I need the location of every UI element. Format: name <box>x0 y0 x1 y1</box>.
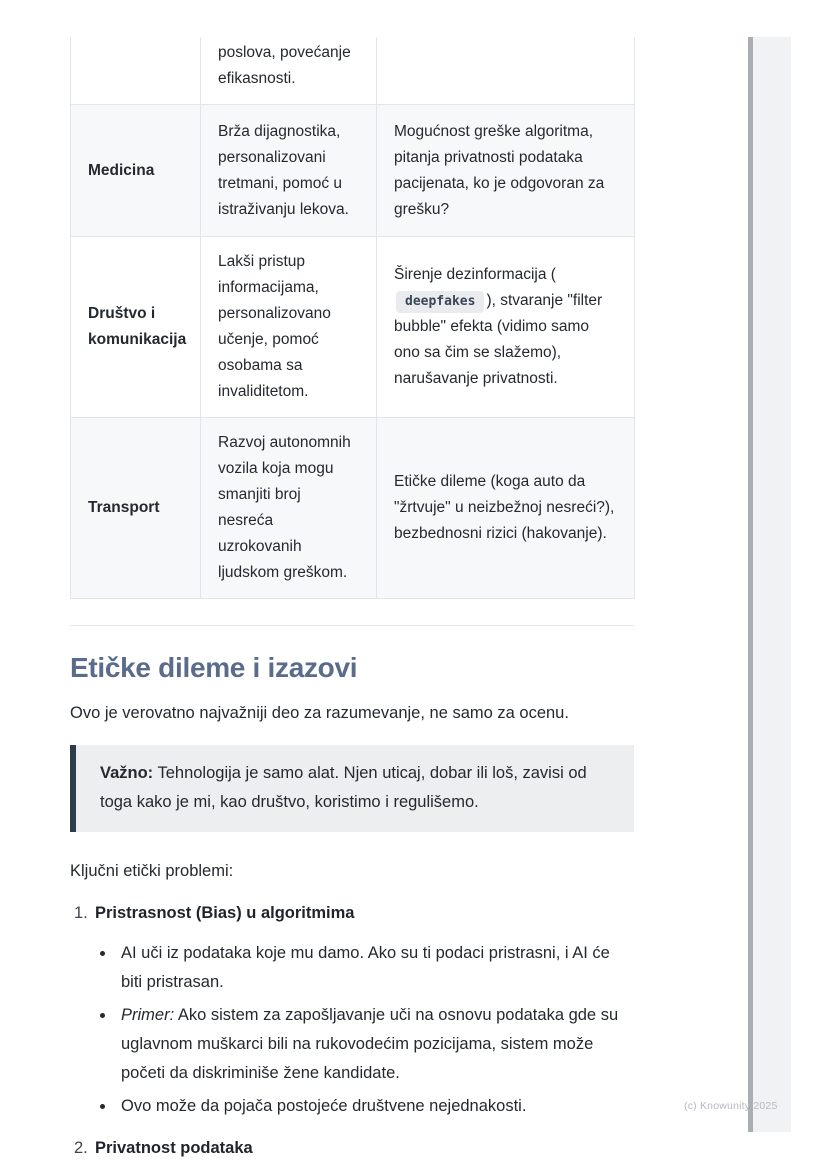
category-cell <box>71 37 201 105</box>
bullet-item <box>121 1001 634 1088</box>
risks-cell: Mogućnost greške algoritma, pitanja privatnosti podataka pacijenata, ko je odgovoran za grešku? <box>377 105 635 237</box>
problem-title: Pristrasnost (Bias) u algoritmima <box>95 904 355 922</box>
problem-number: 1. <box>74 904 88 922</box>
problem-number: 2. <box>74 1139 88 1157</box>
callout-text: Tehnologija je samo alat. Njen uticaj, dobar ili loš, zavisi od toga kako je mi, kao društvo, koristimo i regulišemo. <box>100 764 587 811</box>
table-row <box>71 237 635 418</box>
bullet-item: AI uči iz podataka koje mu damo. Ako su ti podaci pristrasni, i AI će biti pristrasan. <box>121 939 634 997</box>
document-content-column <box>70 37 634 1162</box>
category-cell: Medicina <box>71 105 201 237</box>
intro-paragraph: Ovo je verovatno najvažniji deo za razumevanje, ne samo za ocenu. <box>70 704 569 722</box>
section-heading: Etičke dileme i izazovi <box>70 652 358 683</box>
category-cell: Transport <box>71 418 201 599</box>
next-page-edge-strip <box>748 37 791 1132</box>
problem-item <box>70 899 634 1121</box>
problem-title-row <box>70 1134 634 1162</box>
problem-title-row <box>70 899 634 927</box>
benefits-cell: Razvoj autonomnih vozila koja mogu smanjiti broj nesreća uzrokovanih ljudskom greškom. <box>201 418 377 599</box>
benefits-cell: Lakši pristup informacijama, personalizovano učenje, pomoć osobama sa invaliditetom. <box>201 237 377 418</box>
table-row <box>71 105 635 237</box>
callout-label: Važno: <box>100 764 154 782</box>
risks-cell: Etičke dileme (koga auto da "žrtvuje" u neizbežnoj nesreći?), bezbednosni rizici (hakovanje). <box>377 418 635 599</box>
key-problems-label: Ključni etički problemi: <box>70 862 234 880</box>
copyright-watermark: (c) Knowunity 2025 <box>684 1100 778 1112</box>
benefits-cell: Brža dijagnostika, personalizovani tretmani, pomoć u istraživanju lekova. <box>201 105 377 237</box>
risks-cell <box>377 237 635 418</box>
risks-cell <box>377 37 635 105</box>
important-callout <box>70 745 634 832</box>
bullet-text: Ako sistem za zapošljavanje uči na osnovu podataka gde su uglavnom muškarci bili na rukovodećim pozicijama, sistem može početi da diskriminiše žene kandidate. <box>121 1006 619 1082</box>
section-divider <box>70 625 634 626</box>
problem-item <box>70 1134 634 1162</box>
problem-title: Privatnost podataka <box>95 1139 253 1157</box>
risks-text-suffix: ), stvaranje "filter bubble" efekta (vidimo samo ono sa čim se slažemo), narušavanje privatnosti. <box>394 292 603 387</box>
bullet-italic-prefix: Primer: <box>121 1006 175 1024</box>
deepfakes-code-badge: deepfakes <box>396 291 484 313</box>
table-row <box>71 37 635 105</box>
comparison-table <box>70 37 635 599</box>
benefits-cell: poslova, povećanje efikasnosti. <box>201 37 377 105</box>
risks-text-prefix: Širenje dezinformacija ( <box>394 266 556 283</box>
table-row <box>71 418 635 599</box>
bullet-item: Ovo može da pojača postojeće društvene nejednakosti. <box>121 1092 634 1121</box>
bullet-list <box>70 939 634 1121</box>
problems-list <box>70 899 634 1162</box>
category-cell: Društvo i komunikacija <box>71 237 201 418</box>
